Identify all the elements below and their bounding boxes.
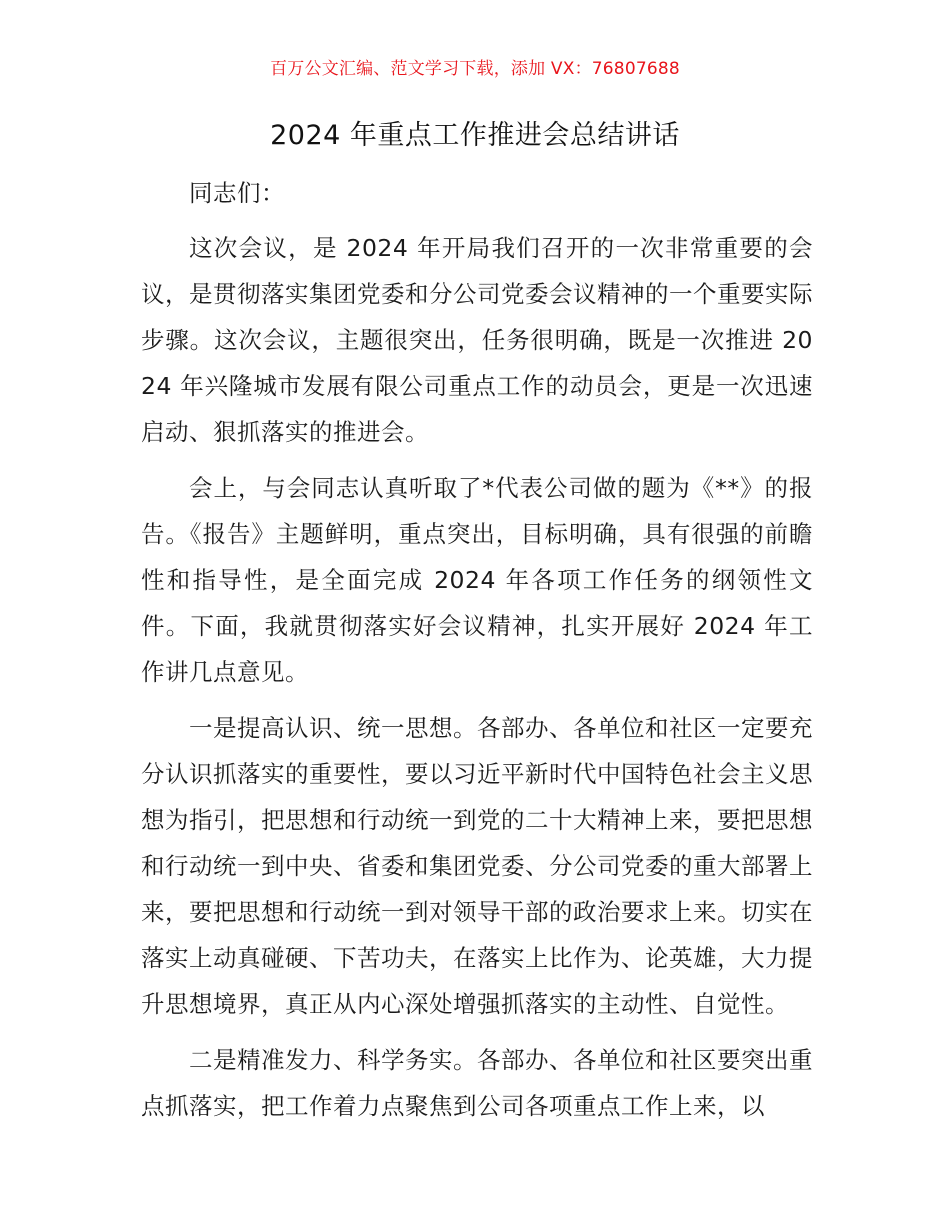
- paragraph: 二是精准发力、科学务实。各部办、各单位和社区要突出重点抓落实，把工作着力点聚焦到公司各项重点工作上来，以: [141, 1046, 813, 1120]
- header-watermark: 百万公文汇编、范文学习下载，添加 VX：76807688: [270, 59, 680, 79]
- document-title: 2024 年重点工作推进会总结讲话: [270, 120, 680, 151]
- paragraph: 会上，与会同志认真听取了*代表公司做的题为《**》的报告。《报告》主题鲜明，重点突出，目标明确，具有很强的前瞻性和指导性，是全面完成 2024 年各项工作任务的纲领性文件。下面，我就贯彻落实好会议精神，扎实开展好 2024 年工作讲几点意见。: [141, 474, 813, 686]
- paragraph: 一是提高认识、统一思想。各部办、各单位和社区一定要充分认识抓落实的重要性，要以习近平新时代中国特色社会主义思想为指引，把思想和行动统一到党的二十大精神上来，要把思想和行动统一到中央、省委和集团党委、分公司党委的重大部署上来，要把思想和行动统一到对领导干部的政治要求上来。切实在落实上动真碰硬、下苦功夫，在落实上比作为、论英雄，大力提升思想境界，真正从内心深处增强抓落实的主动性、自觉性。: [141, 714, 813, 1018]
- salutation: 同志们：: [189, 179, 285, 207]
- document-body: [141, 172, 813, 1129]
- paragraph: 这次会议，是 2024 年开局我们召开的一次非常重要的会议，是贯彻落实集团党委和分公司党委会议精神的一个重要实际步骤。这次会议，主题很突出，任务很明确，既是一次推进 2024 年兴隆城市发展有限公司重点工作的动员会，更是一次迅速启动、狠抓落实的推进会。: [141, 234, 813, 446]
